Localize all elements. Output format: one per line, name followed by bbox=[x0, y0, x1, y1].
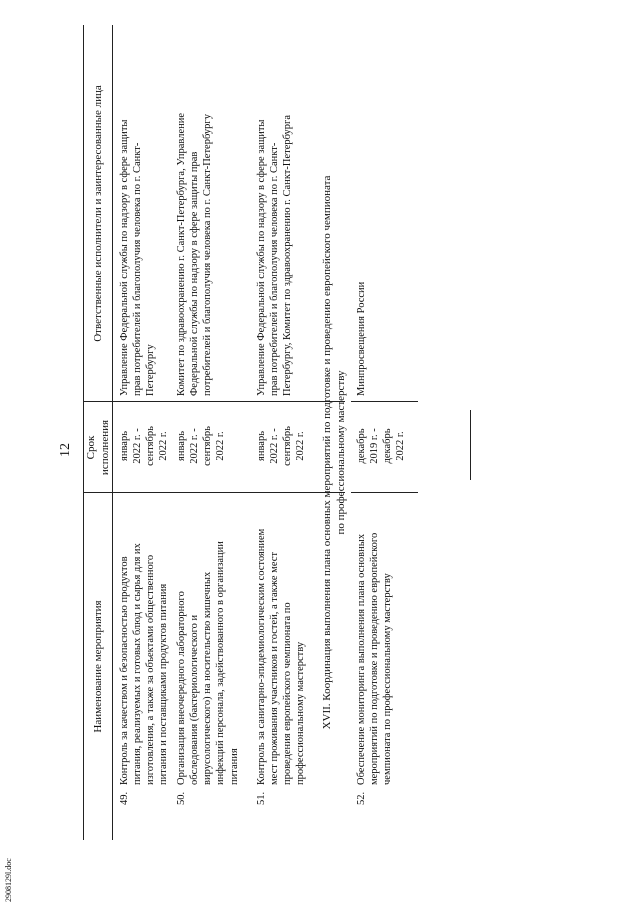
row-52-name: Обеспечение мониторинга выполнения плана основных мероприятий по подготовке и проведению европейского чемпионата по профессиональному мастерству bbox=[356, 532, 394, 785]
document-filename: 2908129l.doc bbox=[4, 858, 13, 902]
header-name: Наименование мероприятия bbox=[92, 600, 104, 733]
table-top-rule bbox=[83, 25, 84, 840]
row-52-number: 52. bbox=[356, 791, 367, 805]
footnote-rule bbox=[470, 410, 471, 480]
term-column-divider-right bbox=[83, 401, 345, 402]
row-49-responsible: Управление Федеральной службы по надзору в сфере защиты прав потребителей и благополучия человека по г. Санкт- Петербургу bbox=[119, 119, 157, 396]
row-51-number: 51. bbox=[256, 791, 267, 805]
header-term: Срок исполнения bbox=[85, 419, 111, 476]
row-49-term: январь 2022 г. - сентябрь 2022 г. bbox=[119, 426, 170, 466]
row-50-responsible: Комитет по здравоохранению г. Санкт-Петербурга, Управление Федеральной службы по надзору в сфере защиты прав потребителей и благополучия человека по г. Санкт-Петербургу bbox=[176, 113, 214, 396]
section-heading: XVII. Координация выполнения плана основных мероприятий по подготовке и проведению европейского чемпионата по профессиональному мастерству bbox=[321, 175, 347, 730]
row-52-responsible: Минпросвещения России bbox=[356, 281, 367, 396]
rotated-page bbox=[55, 25, 615, 880]
term-column-divider-left bbox=[83, 492, 345, 493]
row-50-name: Организация внеочередного лабораторного обследования (бактериологического и вирусологического) на носительство кишечных инфекций персонала, задействованного в организации питания bbox=[176, 541, 240, 785]
row-50-number: 50. bbox=[176, 791, 187, 805]
row-52-term: декабрь 2019 г. - декабрь 2022 г. bbox=[356, 428, 407, 464]
page-number: 12 bbox=[58, 443, 73, 457]
header-responsible: Ответственные исполнители и заинтересованные лица bbox=[92, 85, 104, 342]
row-50-term: январь 2022 г. - сентябрь 2022 г. bbox=[176, 426, 227, 466]
row-51-term: январь 2022 г. - сентябрь 2022 г. bbox=[256, 426, 307, 466]
row-49-name: Контроль за качеством и безопасностью продуктов питания, реализуемых и готовых блюд и сырья для их изготовления, а также за объектами общественного питания и поставщиками продуктов питания bbox=[119, 543, 170, 785]
row-51-responsible: Управление Федеральной службы по надзору в сфере защиты прав потребителей и благополучия человека по г. Санкт- Петербургу, Комитет по здравоохранению г. Санкт-Петербурга bbox=[256, 114, 294, 396]
term-column-divider-row52-right bbox=[351, 401, 418, 402]
row-51-name: Контроль за санитарно-эпидемиологическим состоянием мест проживания участников и гостей, а также мест проведения европейского чемпионата по профессиональному мастерству bbox=[256, 528, 307, 785]
term-column-divider-row52 bbox=[351, 492, 418, 493]
row-49-number: 49. bbox=[119, 791, 130, 805]
